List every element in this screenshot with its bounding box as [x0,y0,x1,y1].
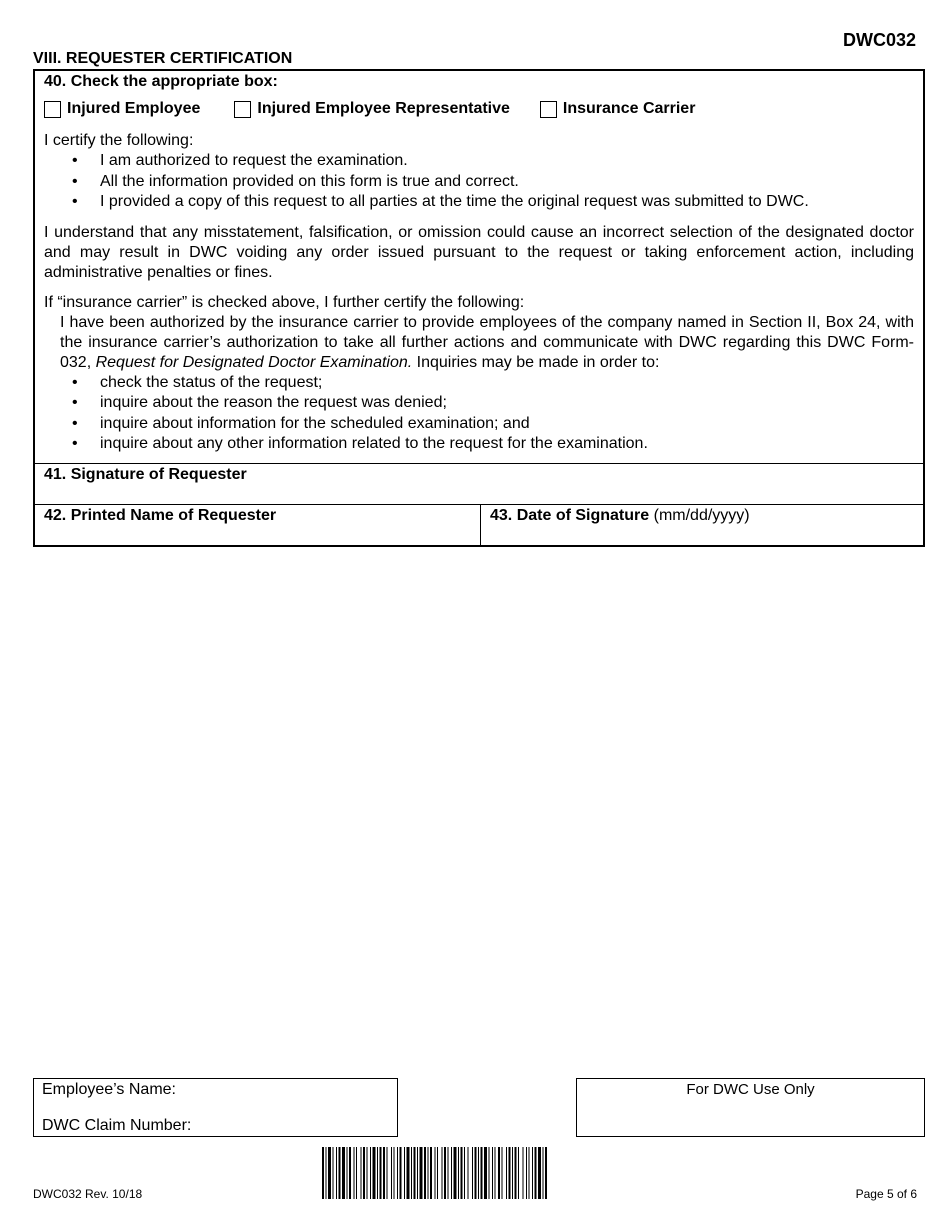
list-item: • check the status of the request; [72,373,914,394]
certify-intro: I certify the following: [44,132,194,149]
dwc-use-only-label: For DWC Use Only [686,1081,815,1098]
carrier-text-b: Inquiries may be made in order to: [412,353,660,371]
option-label: Insurance Carrier [562,100,696,117]
option-injured-employee-representative[interactable] [234,100,510,118]
revision-label: DWC032 Rev. 10/18 [33,1187,143,1201]
box41-label: 41. Signature of Requester [44,465,247,483]
checkbox-injured-employee[interactable] [44,101,61,118]
box40-label: 40. Check the appropriate box: [44,73,278,90]
checkbox-insurance-carrier[interactable] [540,101,557,118]
carrier-bullets [72,373,914,455]
carrier-authorization-text [60,313,914,373]
list-item: • All the information provided on this form is true and correct. [72,172,914,193]
section-title: VIII. REQUESTER CERTIFICATION [33,50,293,67]
certify-bullets [72,151,914,213]
option-label: Injured Employee [67,100,201,117]
box42-label: 42. Printed Name of Requester [44,506,277,524]
list-item: • I am authorized to request the examination. [72,151,914,172]
option-label: Injured Employee Representative [257,100,510,117]
form-title-italic: Request for Designated Doctor Examination. [95,353,413,371]
claim-number-label: DWC Claim Number: [42,1117,192,1134]
box43-hint: (mm/dd/yyyy) [653,506,750,524]
list-item: • inquire about any other information related to the request for the examination. [72,434,914,455]
list-item: • inquire about information for the scheduled examination; and [72,414,914,435]
dwc-use-only-box [576,1078,925,1137]
checkbox-injured-employee-representative[interactable] [234,101,251,118]
date-of-signature-field[interactable] [481,505,923,545]
form-code: DWC032 [842,30,916,50]
understand-statement: I understand that any misstatement, falsification, or omission could cause an incorrect selection of the designated doctor and may result in DWC voiding any order issued pursuant to the request or taking enforcement action, including administrative penalties or fines. [44,223,914,281]
employee-name-label: Employee’s Name: [42,1081,176,1098]
barcode-icon [322,1147,644,1199]
certification-content [35,71,923,464]
printed-name-field[interactable] [35,505,481,545]
name-date-row [35,505,923,545]
carrier-intro: If “insurance carrier” is checked above, I further certify the following: [44,293,525,311]
requester-type-options [44,97,914,121]
employee-info-box [33,1078,398,1137]
carrier-text-a: I have been authorized by the insurance carrier to provide employees of the company named in Section II, Box 24, with the insurance carrier’s authorization to take all further actions and communicate with DWC regarding this DWC Form-032, [60,313,914,371]
list-item: • I provided a copy of this request to all parties at the time the original request was submitted to DWC. [72,192,914,213]
requester-certification-box [33,69,925,547]
box43-label: 43. Date of Signature [490,506,650,524]
option-injured-employee[interactable] [44,100,200,118]
signature-field[interactable] [35,464,923,505]
option-insurance-carrier[interactable] [540,100,696,118]
page-number: Page 5 of 6 [855,1187,917,1201]
list-item: • inquire about the reason the request was denied; [72,393,914,414]
